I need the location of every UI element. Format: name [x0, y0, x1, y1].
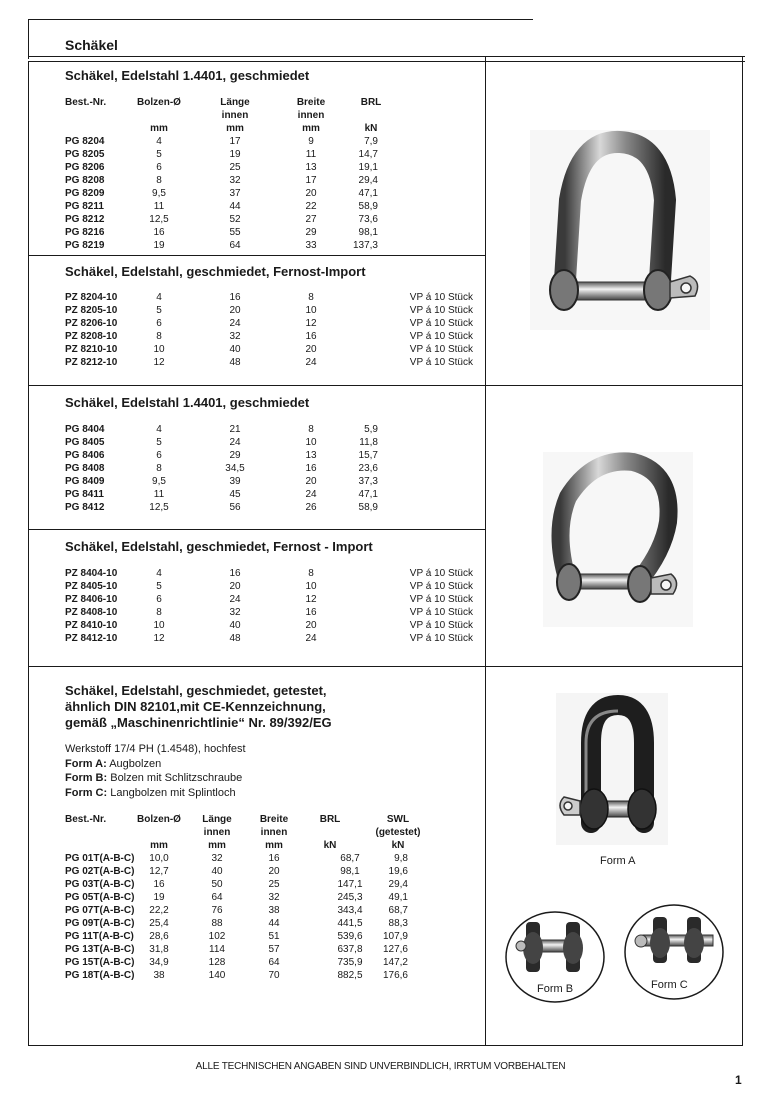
table-cell: 19	[153, 892, 165, 903]
table-cell: 10	[305, 305, 317, 316]
article-number: PZ 8412-10	[65, 633, 118, 644]
top-rule	[28, 19, 533, 20]
section-title: Schäkel, Edelstahl, geschmiedet, getestet,	[65, 683, 327, 698]
table-cell: 88,3	[388, 918, 408, 929]
column-header: innen	[297, 110, 325, 121]
section-title: Schäkel, Edelstahl, geschmiedet, Fernost-Import	[65, 264, 366, 279]
table-cell: VP á 10 Stück	[409, 568, 473, 579]
table-cell: 98,1	[358, 227, 378, 238]
table-cell: 127,6	[382, 944, 408, 955]
article-number: PZ 8405-10	[65, 581, 118, 592]
table-cell: 44	[229, 201, 241, 212]
table-cell: 32	[268, 892, 280, 903]
table-cell: 23,6	[358, 463, 378, 474]
column-header: kN	[391, 840, 405, 851]
frame-middle	[485, 56, 486, 1045]
table-cell: 11	[153, 201, 165, 212]
table-cell: 38	[153, 970, 165, 981]
article-number: PG 8204	[65, 136, 105, 147]
table-cell: 19,1	[358, 162, 378, 173]
table-cell: 8	[156, 607, 162, 618]
table-cell: 140	[208, 970, 226, 981]
table-cell: 11,8	[359, 437, 378, 448]
column-header: BRL	[360, 97, 382, 108]
table-cell: 7,9	[364, 136, 378, 147]
column-header: Bolzen-Ø	[137, 97, 181, 108]
table-cell: 882,5	[337, 970, 363, 981]
article-number: PG 8205	[65, 149, 105, 160]
column-header: innen	[221, 110, 249, 121]
table-cell: 8	[156, 331, 162, 342]
table-cell: 47,1	[358, 489, 378, 500]
article-number: PG 01T(A-B-C)	[65, 853, 135, 864]
table-cell: 107,9	[382, 931, 408, 942]
table-cell: 20	[229, 581, 241, 592]
table-cell: 24	[229, 318, 241, 329]
column-header: innen	[203, 827, 231, 838]
table-cell: 37,3	[358, 476, 378, 487]
article-number: PZ 8208-10	[65, 331, 118, 342]
table-cell: 37	[229, 188, 241, 199]
table-cell: 5	[156, 305, 162, 316]
table-cell: 14,7	[358, 149, 378, 160]
form-c-description: Form C: Langbolzen mit Splintloch	[65, 786, 236, 799]
table-cell: 8	[156, 175, 162, 186]
article-number: PZ 8206-10	[65, 318, 118, 329]
column-header: mm	[226, 123, 244, 134]
column-header: mm	[302, 123, 320, 134]
form-b-description: Form B: Bolzen mit Schlitzschraube	[65, 772, 243, 784]
table-cell: 56	[229, 502, 241, 513]
table-cell: 245,3	[337, 892, 363, 903]
article-number: PZ 8204-10	[65, 292, 118, 303]
column-header: Länge	[220, 97, 250, 108]
table-cell: 24	[229, 437, 241, 448]
table-cell: 13	[305, 450, 317, 461]
table-cell: 73,6	[358, 214, 378, 225]
table-cell: 10,0	[149, 853, 169, 864]
table-cell: 47,1	[358, 188, 378, 199]
table-cell: 16	[153, 227, 165, 238]
table-cell: 28,6	[149, 931, 169, 942]
article-number: PG 8209	[65, 188, 105, 199]
table-cell: 539,6	[337, 931, 363, 942]
table-cell: VP á 10 Stück	[409, 620, 473, 631]
table-cell: 9,5	[152, 188, 166, 199]
table-cell: 50	[211, 879, 223, 890]
table-cell: 10	[305, 437, 317, 448]
table-cell: 17	[229, 136, 241, 147]
table-cell: 29	[229, 450, 241, 461]
table-cell: 32	[229, 607, 241, 618]
table-cell: 4	[156, 292, 162, 303]
article-number: PG 11T(A-B-C)	[65, 931, 134, 942]
table-cell: 5	[156, 437, 162, 448]
table-cell: 22,2	[149, 905, 169, 916]
column-header: mm	[150, 123, 168, 134]
table-cell: 8	[156, 463, 162, 474]
table-cell: 55	[229, 227, 241, 238]
table-cell: 38	[268, 905, 280, 916]
table-cell: 137,3	[352, 240, 378, 251]
table-cell: 19	[229, 149, 241, 160]
table-cell: 40	[229, 620, 241, 631]
section-title: ähnlich DIN 82101,mit CE-Kennzeichnung,	[65, 699, 326, 714]
table-cell: 12	[153, 357, 165, 368]
article-number: PG 09T(A-B-C)	[65, 918, 135, 929]
page-title: Schäkel	[65, 37, 118, 53]
table-cell: 176,6	[382, 970, 408, 981]
table-cell: 5	[156, 149, 162, 160]
table-cell: 21	[229, 424, 241, 435]
table-cell: 20	[305, 620, 317, 631]
column-header: kN	[323, 840, 337, 851]
table-cell: 441,5	[337, 918, 363, 929]
article-number: PZ 8205-10	[65, 305, 118, 316]
table-cell: 10	[305, 581, 317, 592]
header-rule-2	[28, 61, 745, 62]
table-cell: 34,5	[225, 463, 245, 474]
table-cell: 24	[305, 633, 317, 644]
table-cell: 10	[153, 344, 165, 355]
table-cell: VP á 10 Stück	[409, 633, 473, 644]
table-cell: 147,2	[382, 957, 408, 968]
table-cell: 25	[229, 162, 241, 173]
table-cell: 29,4	[358, 175, 378, 186]
table-cell: 4	[156, 568, 162, 579]
table-cell: 6	[156, 162, 162, 173]
table-cell: 20	[229, 305, 241, 316]
article-number: PZ 8410-10	[65, 620, 118, 631]
form-c-caption: Form C	[651, 979, 688, 991]
table-cell: 637,8	[337, 944, 363, 955]
form-a-shackle-image	[556, 693, 668, 845]
table-cell: 4	[156, 136, 162, 147]
column-header: mm	[265, 840, 283, 851]
article-number: PZ 8404-10	[65, 568, 118, 579]
article-number: PG 8404	[65, 424, 105, 435]
article-number: PG 03T(A-B-C)	[65, 879, 135, 890]
article-number: PZ 8408-10	[65, 607, 118, 618]
table-cell: 29	[305, 227, 317, 238]
frame-bottom	[28, 1045, 743, 1046]
table-cell: 20	[305, 344, 317, 355]
section-title: Schäkel, Edelstahl 1.4401, geschmiedet	[65, 395, 310, 410]
column-header: Länge	[202, 814, 232, 825]
table-cell: 4	[156, 424, 162, 435]
frame-left	[28, 61, 29, 1045]
article-number: PG 8206	[65, 162, 105, 173]
header-rule-1	[28, 56, 745, 57]
table-cell: 88	[211, 918, 223, 929]
table-cell: VP á 10 Stück	[409, 607, 473, 618]
table-cell: 20	[305, 188, 317, 199]
table-cell: 12	[305, 594, 317, 605]
table-cell: 9,5	[152, 476, 166, 487]
table-cell: 48	[229, 357, 241, 368]
table-cell: 34,9	[149, 957, 169, 968]
divider-3	[28, 529, 486, 530]
table-cell: 57	[268, 944, 280, 955]
column-header: mm	[208, 840, 226, 851]
table-cell: 17	[305, 175, 317, 186]
table-cell: 114	[209, 944, 225, 955]
table-cell: 8	[308, 292, 314, 303]
table-cell: 48	[229, 633, 241, 644]
table-cell: 11	[153, 489, 165, 500]
table-cell: 29,4	[388, 879, 408, 890]
article-number: PZ 8406-10	[65, 594, 118, 605]
column-header: Breite	[296, 97, 326, 108]
table-cell: 32	[229, 175, 241, 186]
section-title: Schäkel, Edelstahl 1.4401, geschmiedet	[65, 68, 310, 83]
table-cell: 16	[305, 463, 317, 474]
table-cell: 44	[268, 918, 280, 929]
table-cell: 25	[268, 879, 280, 890]
column-header: Best.-Nr.	[65, 97, 107, 108]
table-cell: 16	[229, 568, 241, 579]
table-cell: VP á 10 Stück	[409, 357, 473, 368]
table-cell: 76	[211, 905, 223, 916]
table-cell: 33	[305, 240, 317, 251]
table-cell: 19	[153, 240, 165, 251]
divider-1	[28, 255, 486, 256]
table-cell: 25,4	[149, 918, 169, 929]
table-cell: 9,8	[394, 853, 408, 864]
table-cell: 16	[268, 853, 280, 864]
table-cell: 20	[268, 866, 280, 877]
table-cell: 128	[208, 957, 226, 968]
article-number: PZ 8210-10	[65, 344, 118, 355]
table-cell: 22	[305, 201, 317, 212]
table-cell: 12,7	[149, 866, 169, 877]
table-cell: 40	[211, 866, 223, 877]
table-cell: 32	[229, 331, 241, 342]
article-number: PG 8409	[65, 476, 105, 487]
article-number: PG 13T(A-B-C)	[65, 944, 135, 955]
material-description	[65, 742, 246, 800]
table-cell: 40	[229, 344, 241, 355]
table-cell: 102	[208, 931, 226, 942]
table-cell: VP á 10 Stück	[409, 292, 473, 303]
table-cell: 15,7	[358, 450, 378, 461]
article-number: PG 8216	[65, 227, 105, 238]
table-cell: 12	[305, 318, 317, 329]
table-cell: 12,5	[149, 502, 169, 513]
table-cell: 68,7	[340, 853, 360, 864]
article-number: PZ 8212-10	[65, 357, 118, 368]
article-number: PG 8408	[65, 463, 105, 474]
table-cell: 6	[156, 450, 162, 461]
article-number: PG 8406	[65, 450, 105, 461]
divider-2	[28, 385, 743, 386]
column-header: Breite	[259, 814, 289, 825]
article-number: PG 8412	[65, 502, 105, 513]
table-cell: 58,9	[358, 201, 378, 212]
column-header: BRL	[319, 814, 341, 825]
column-header: mm	[150, 840, 168, 851]
table-cell: 64	[229, 240, 241, 251]
table-cell: 16	[305, 607, 317, 618]
column-header: kN	[364, 123, 378, 134]
article-number: PG 07T(A-B-C)	[65, 905, 135, 916]
table-cell: 13	[305, 162, 317, 173]
article-number: PG 8211	[65, 201, 104, 212]
table-cell: 52	[229, 214, 241, 225]
table-cell: 20	[305, 476, 317, 487]
column-header: Best.-Nr.	[65, 814, 107, 825]
table-cell: 98,1	[340, 866, 360, 877]
table-cell: 8	[308, 568, 314, 579]
table-cell: 12,5	[149, 214, 169, 225]
form-b-caption: Form B	[537, 983, 574, 995]
table-cell: 5,9	[364, 424, 378, 435]
article-number: PG 05T(A-B-C)	[65, 892, 135, 903]
column-header: SWL	[386, 814, 410, 825]
frame-left-header	[28, 19, 29, 59]
table-cell: 5	[156, 581, 162, 592]
table-cell: 24	[305, 357, 317, 368]
form-a-caption: Form A	[600, 855, 636, 867]
table-cell: 10	[153, 620, 165, 631]
table-cell: VP á 10 Stück	[409, 318, 473, 329]
table-cell: VP á 10 Stück	[409, 581, 473, 592]
page-number: 1	[735, 1073, 742, 1087]
table-cell: VP á 10 Stück	[409, 331, 473, 342]
table-cell: 51	[268, 931, 280, 942]
article-number: PG 18T(A-B-C)	[65, 970, 135, 981]
column-header: Bolzen-Ø	[137, 814, 181, 825]
article-number: PG 8411	[65, 489, 104, 500]
form-a-description: Form A: Augbolzen	[65, 757, 162, 770]
article-number: PG 8405	[65, 437, 105, 448]
article-number: PG 15T(A-B-C)	[65, 957, 135, 968]
table-cell: 6	[156, 318, 162, 329]
table-cell: 45	[229, 489, 241, 500]
table-cell: 32	[211, 853, 223, 864]
table-cell: 735,9	[337, 957, 363, 968]
table-cell: VP á 10 Stück	[409, 594, 473, 605]
table-cell: 27	[305, 214, 317, 225]
table-cell: VP á 10 Stück	[409, 344, 473, 355]
article-number: PG 8212	[65, 214, 105, 225]
table-cell: 31,8	[149, 944, 169, 955]
table-cell: 58,9	[358, 502, 378, 513]
table-cell: 147,1	[337, 879, 363, 890]
material-text: Werkstoff 17/4 PH (1.4548), hochfest	[65, 743, 246, 755]
section-title: gemäß „Maschinenrichtlinie“ Nr. 89/392/EG	[65, 715, 332, 730]
article-number: PG 02T(A-B-C)	[65, 866, 135, 877]
section-title: Schäkel, Edelstahl, geschmiedet, Fernost - Import	[65, 539, 373, 554]
table-cell: 64	[268, 957, 280, 968]
table-cell: 68,7	[388, 905, 408, 916]
table-cell: 49,1	[388, 892, 408, 903]
table-cell: 24	[305, 489, 317, 500]
table-cell: 70	[268, 970, 280, 981]
column-header: (getestet)	[375, 827, 421, 838]
table-cell: 24	[229, 594, 241, 605]
table-cell: 8	[308, 424, 314, 435]
bow-shackle-image	[543, 452, 693, 627]
article-number: PG 8219	[65, 240, 105, 251]
table-cell: 16	[229, 292, 241, 303]
frame-right	[742, 56, 743, 1045]
table-cell: 6	[156, 594, 162, 605]
divider-4	[28, 666, 743, 667]
table-cell: 39	[229, 476, 241, 487]
disclaimer-footer: ALLE TECHNISCHEN ANGABEN SIND UNVERBINDLICH, IRRTUM VORBEHALTEN	[195, 1061, 566, 1072]
table-cell: 26	[305, 502, 317, 513]
table-cell: 12	[153, 633, 165, 644]
table-cell: 9	[308, 136, 314, 147]
column-header: innen	[260, 827, 288, 838]
table-cell: 64	[211, 892, 223, 903]
article-number: PG 8208	[65, 175, 105, 186]
table-cell: 343,4	[337, 905, 363, 916]
table-cell: 16	[305, 331, 317, 342]
table-cell: 16	[153, 879, 165, 890]
table-cell: VP á 10 Stück	[409, 305, 473, 316]
dee-shackle-image	[530, 130, 710, 330]
table-cell: 19,6	[388, 866, 408, 877]
table-cell: 11	[305, 149, 317, 160]
